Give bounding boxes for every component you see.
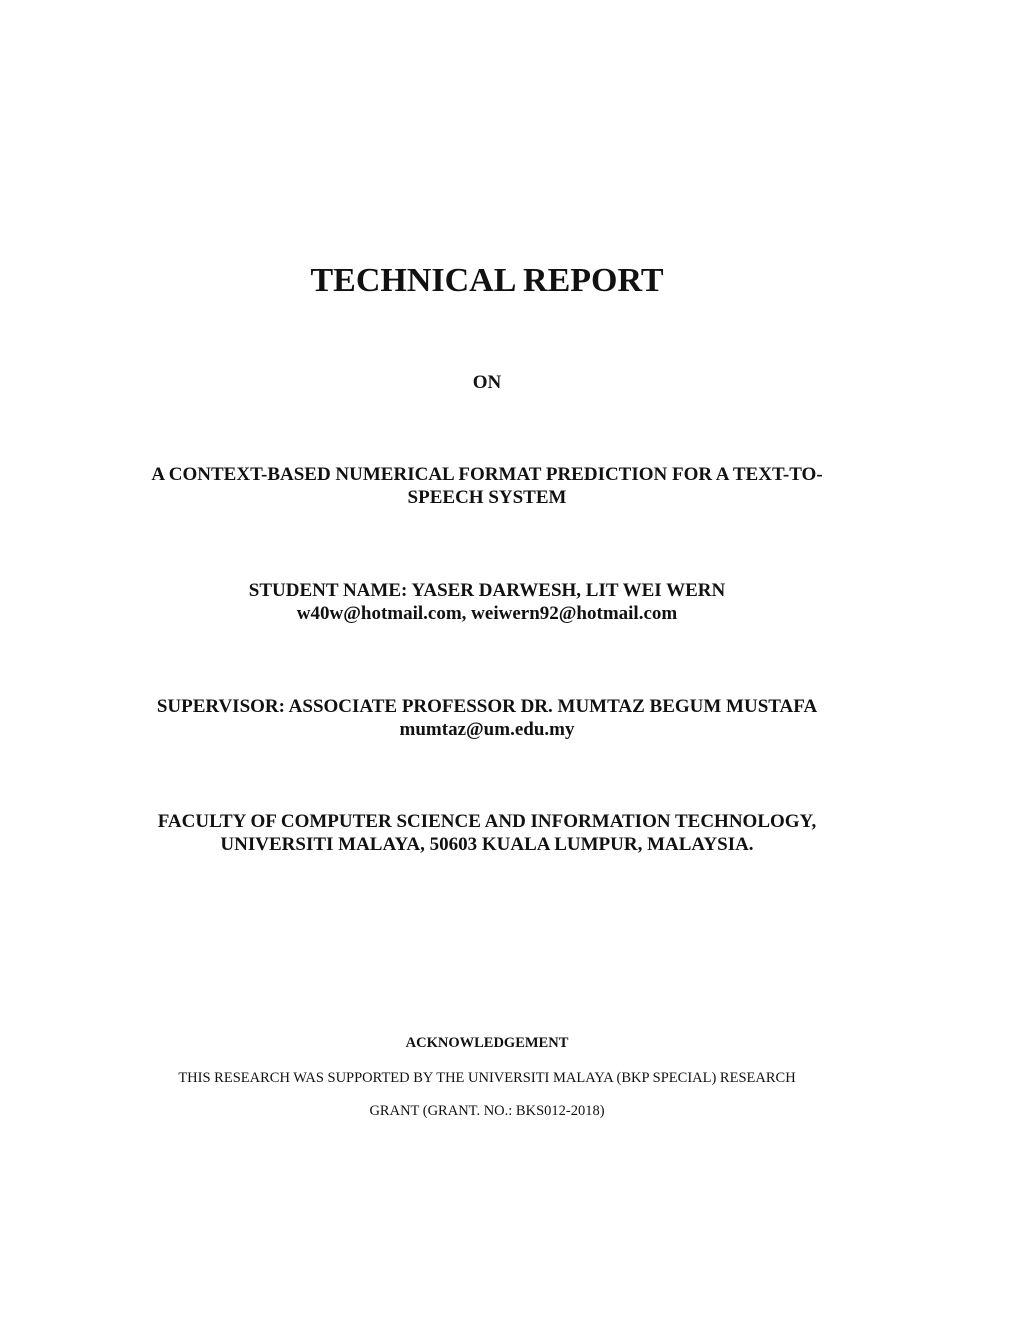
student-emails: w40w@hotmail.com, weiwern92@hotmail.com <box>296 603 678 624</box>
project-title-line-1: A CONTEXT-BASED NUMERICAL FORMAT PREDICTION FOR A TEXT-TO- <box>151 464 823 485</box>
acknowledgement-heading: ACKNOWLEDGEMENT <box>405 1035 569 1051</box>
project-title-line-2: SPEECH SYSTEM <box>407 487 567 508</box>
report-title: TECHNICAL REPORT <box>310 262 664 299</box>
supervisor-name: SUPERVISOR: ASSOCIATE PROFESSOR DR. MUMTAZ BEGUM MUSTAFA <box>156 696 818 717</box>
student-names: STUDENT NAME: YASER DARWESH, LIT WEI WERN <box>248 580 726 601</box>
acknowledgement-line-2: GRANT (GRANT. NO.: BKS012-2018) <box>369 1103 605 1119</box>
supervisor-email: mumtaz@um.edu.my <box>399 719 575 740</box>
acknowledgement-line-1: THIS RESEARCH WAS SUPPORTED BY THE UNIVERSITI MALAYA (BKP SPECIAL) RESEARCH <box>178 1070 796 1086</box>
report-on-label: ON <box>472 372 502 393</box>
faculty-line-2: UNIVERSITI MALAYA, 50603 KUALA LUMPUR, MALAYSIA. <box>220 834 754 855</box>
faculty-line-1: FACULTY OF COMPUTER SCIENCE AND INFORMATION TECHNOLOGY, <box>157 811 817 832</box>
